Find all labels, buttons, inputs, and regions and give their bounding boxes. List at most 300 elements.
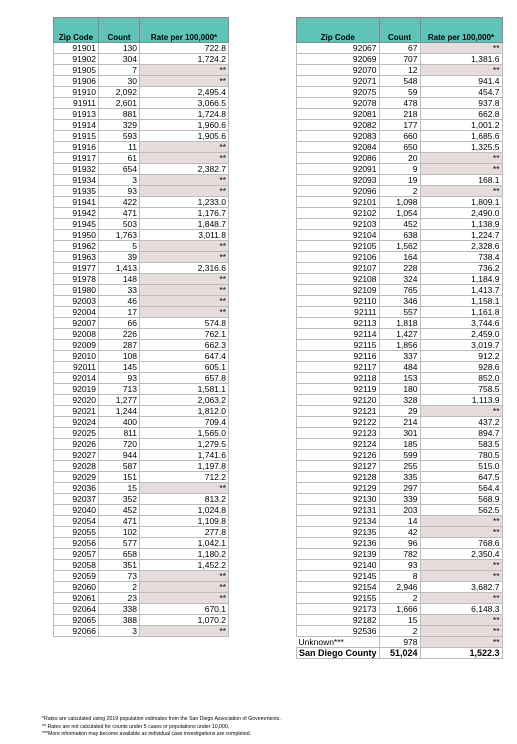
- unknown-label: Unknown***: [297, 637, 380, 648]
- table-row: [297, 593, 503, 604]
- rate-cell: 2,316.6: [140, 263, 229, 274]
- count-cell: 335: [379, 472, 420, 483]
- zip-code-cell: 92011: [54, 362, 99, 373]
- right-zip-table: [296, 17, 503, 659]
- table-row: [54, 406, 229, 417]
- table-row: [297, 175, 503, 186]
- table-row: [54, 494, 229, 505]
- zip-code-cell: 92064: [54, 604, 99, 615]
- rate-cell: 3,744.6: [420, 318, 502, 329]
- count-cell: 351: [99, 560, 140, 571]
- count-cell: 944: [99, 450, 140, 461]
- footnote-rates: *Rates are calculated using 2019 population estimates from the San Diego Association of Governments.: [42, 716, 281, 722]
- rate-cell: 1,724.8: [140, 109, 229, 120]
- table-row: [297, 197, 503, 208]
- count-cell: 59: [379, 87, 420, 98]
- zip-code-cell: 91963: [54, 252, 99, 263]
- zip-code-cell: 92101: [297, 197, 380, 208]
- table-row: [297, 230, 503, 241]
- count-cell: 226: [99, 329, 140, 340]
- count-cell: 324: [379, 274, 420, 285]
- table-row: [54, 549, 229, 560]
- count-cell: 30: [99, 76, 140, 87]
- zip-code-cell: 91980: [54, 285, 99, 296]
- table-row: [54, 395, 229, 406]
- table-row: [297, 406, 503, 417]
- count-cell: 713: [99, 384, 140, 395]
- table-row: [297, 43, 503, 54]
- table-row: [54, 175, 229, 186]
- zip-code-cell: 91977: [54, 263, 99, 274]
- table-row: [54, 285, 229, 296]
- zip-code-cell: 91902: [54, 54, 99, 65]
- table-row: [54, 263, 229, 274]
- count-cell: 484: [379, 362, 420, 373]
- table-row: [54, 439, 229, 450]
- zip-code-cell: 92009: [54, 340, 99, 351]
- table-row: [54, 626, 229, 637]
- zip-code-cell: 91911: [54, 98, 99, 109]
- zip-code-cell: 92093: [297, 175, 380, 186]
- table-row: [297, 505, 503, 516]
- count-cell: 93: [99, 186, 140, 197]
- table-row: [297, 76, 503, 87]
- rate-cell: **: [140, 186, 229, 197]
- table-row: [54, 54, 229, 65]
- rate-cell: **: [140, 285, 229, 296]
- rate-cell: 1,233.0: [140, 197, 229, 208]
- rate-cell: 562.5: [420, 505, 502, 516]
- rate-cell: 1,001.2: [420, 120, 502, 131]
- zip-code-cell: 92020: [54, 395, 99, 406]
- count-cell: 3: [99, 626, 140, 637]
- count-cell: 203: [379, 505, 420, 516]
- count-cell: 33: [99, 285, 140, 296]
- table-row: [54, 98, 229, 109]
- table-row: [297, 274, 503, 285]
- rate-cell: 3,011.8: [140, 230, 229, 241]
- count-cell: 46: [99, 296, 140, 307]
- zip-code-cell: 92536: [297, 626, 380, 637]
- rate-cell: 709.4: [140, 417, 229, 428]
- table-row: [297, 351, 503, 362]
- table-row: [297, 307, 503, 318]
- zip-code-cell: 92082: [297, 120, 380, 131]
- zip-code-cell: 92008: [54, 329, 99, 340]
- count-cell: 452: [379, 219, 420, 230]
- zip-code-cell: 92131: [297, 505, 380, 516]
- table-row: [54, 186, 229, 197]
- rate-cell: **: [140, 252, 229, 263]
- count-cell: 471: [99, 208, 140, 219]
- right-header-row: [297, 18, 503, 43]
- rate-cell: 574.8: [140, 318, 229, 329]
- zip-code-cell: 91905: [54, 65, 99, 76]
- rate-cell: **: [420, 593, 502, 604]
- rate-cell: 568.9: [420, 494, 502, 505]
- table-row: [297, 98, 503, 109]
- count-cell: 304: [99, 54, 140, 65]
- table-row: [297, 164, 503, 175]
- left-table-body: [54, 43, 229, 637]
- rate-cell: 1,325.5: [420, 142, 502, 153]
- left-header-row: [54, 18, 229, 43]
- table-row: [54, 109, 229, 120]
- rate-cell: 1,070.2: [140, 615, 229, 626]
- rate-cell: 662.8: [420, 109, 502, 120]
- rate-cell: **: [140, 175, 229, 186]
- table-row: [297, 538, 503, 549]
- rate-cell: **: [140, 626, 229, 637]
- zip-code-cell: 92028: [54, 461, 99, 472]
- table-row: [297, 483, 503, 494]
- count-cell: 12: [379, 65, 420, 76]
- zip-code-cell: 92155: [297, 593, 380, 604]
- count-cell: 67: [379, 43, 420, 54]
- rate-cell: 2,350.4: [420, 549, 502, 560]
- rate-cell: 2,495.4: [140, 87, 229, 98]
- table-row: [297, 219, 503, 230]
- rate-cell: 1,042.1: [140, 538, 229, 549]
- rate-cell: 1,565.0: [140, 428, 229, 439]
- zip-code-cell: 91915: [54, 131, 99, 142]
- table-row: [54, 461, 229, 472]
- rate-cell: **: [140, 307, 229, 318]
- table-row: [297, 329, 503, 340]
- rate-cell: **: [420, 571, 502, 582]
- zip-code-cell: 92037: [54, 494, 99, 505]
- total-count: 51,024: [379, 648, 420, 659]
- count-cell: 422: [99, 197, 140, 208]
- rate-header: Rate per 100,000*: [420, 18, 502, 43]
- table-row: [297, 571, 503, 582]
- count-cell: 599: [379, 450, 420, 461]
- table-row: [54, 241, 229, 252]
- count-cell: 1,098: [379, 197, 420, 208]
- rate-cell: **: [140, 571, 229, 582]
- rate-cell: 583.5: [420, 439, 502, 450]
- count-cell: 2: [379, 593, 420, 604]
- count-cell: 1,818: [379, 318, 420, 329]
- table-row: [297, 626, 503, 637]
- table-row: [297, 318, 503, 329]
- rate-cell: 1,224.7: [420, 230, 502, 241]
- count-cell: 297: [379, 483, 420, 494]
- footnotes: [42, 716, 281, 739]
- rate-cell: 1,848.7: [140, 219, 229, 230]
- rate-cell: 1,741.6: [140, 450, 229, 461]
- zip-code-cell: 92122: [297, 417, 380, 428]
- zip-code-cell: 92096: [297, 186, 380, 197]
- table-row: [297, 54, 503, 65]
- zip-code-cell: 91913: [54, 109, 99, 120]
- rate-cell: 2,063.2: [140, 395, 229, 406]
- table-row: [297, 472, 503, 483]
- zip-code-cell: 92127: [297, 461, 380, 472]
- count-cell: 1,277: [99, 395, 140, 406]
- rate-cell: 1,685.6: [420, 131, 502, 142]
- rate-cell: 813.2: [140, 494, 229, 505]
- left-zip-table: [53, 17, 229, 637]
- table-row: [297, 417, 503, 428]
- zip-code-cell: 91978: [54, 274, 99, 285]
- zip-code-cell: 92136: [297, 538, 380, 549]
- zip-code-cell: 92081: [297, 109, 380, 120]
- table-row: [54, 87, 229, 98]
- count-cell: 548: [379, 76, 420, 87]
- zip-code-cell: 92059: [54, 571, 99, 582]
- zip-code-cell: 92134: [297, 516, 380, 527]
- zip-code-cell: 92102: [297, 208, 380, 219]
- rate-cell: 1,176.7: [140, 208, 229, 219]
- count-cell: 782: [379, 549, 420, 560]
- count-cell: 1,413: [99, 263, 140, 274]
- zip-code-cell: 91945: [54, 219, 99, 230]
- count-cell: 14: [379, 516, 420, 527]
- table-row: [54, 164, 229, 175]
- footnote-not-calculated: ** Rates are not calculated for counts under 5 cases or populations under 10,000.: [42, 723, 230, 730]
- zip-code-cell: 92115: [297, 340, 380, 351]
- rate-cell: **: [140, 76, 229, 87]
- table-row: [54, 318, 229, 329]
- count-cell: 185: [379, 439, 420, 450]
- table-row: [54, 230, 229, 241]
- rate-cell: 1,113.9: [420, 395, 502, 406]
- rate-cell: 852.0: [420, 373, 502, 384]
- rate-cell: **: [140, 153, 229, 164]
- count-cell: 20: [379, 153, 420, 164]
- count-cell: 8: [379, 571, 420, 582]
- zip-code-cell: 92040: [54, 505, 99, 516]
- table-row: [297, 142, 503, 153]
- table-row: [54, 120, 229, 131]
- count-cell: 881: [99, 109, 140, 120]
- rate-cell: **: [420, 626, 502, 637]
- count-cell: 346: [379, 296, 420, 307]
- table-row: [297, 153, 503, 164]
- count-cell: 93: [99, 373, 140, 384]
- rate-cell: 762.1: [140, 329, 229, 340]
- count-cell: 7: [99, 65, 140, 76]
- count-cell: 61: [99, 153, 140, 164]
- zip-code-cell: 92086: [297, 153, 380, 164]
- rate-cell: 670.1: [140, 604, 229, 615]
- rate-cell: 1,809.1: [420, 197, 502, 208]
- rate-cell: **: [420, 164, 502, 175]
- zip-code-cell: 92129: [297, 483, 380, 494]
- table-row: [54, 593, 229, 604]
- rate-cell: 515.0: [420, 461, 502, 472]
- zip-code-cell: 92060: [54, 582, 99, 593]
- rate-cell: **: [420, 560, 502, 571]
- rate-cell: 736.2: [420, 263, 502, 274]
- count-cell: 1,763: [99, 230, 140, 241]
- count-cell: 96: [379, 538, 420, 549]
- zip-code-cell: 92021: [54, 406, 99, 417]
- table-row: [54, 329, 229, 340]
- rate-cell: **: [140, 65, 229, 76]
- rate-cell: 1,279.5: [140, 439, 229, 450]
- rate-cell: **: [420, 527, 502, 538]
- rate-cell: 780.5: [420, 450, 502, 461]
- rate-cell: 722.8: [140, 43, 229, 54]
- rate-cell: 2,490.0: [420, 208, 502, 219]
- rate-cell: 1,109.8: [140, 516, 229, 527]
- rate-cell: 2,382.7: [140, 164, 229, 175]
- unknown-row: [297, 637, 503, 648]
- count-cell: 19: [379, 175, 420, 186]
- count-cell: 338: [99, 604, 140, 615]
- zip-code-cell: 92056: [54, 538, 99, 549]
- count-cell: 145: [99, 362, 140, 373]
- table-row: [297, 604, 503, 615]
- count-cell: 2,092: [99, 87, 140, 98]
- zip-code-cell: 92182: [297, 615, 380, 626]
- zip-code-cell: 92108: [297, 274, 380, 285]
- rate-cell: 941.4: [420, 76, 502, 87]
- rate-cell: 437.2: [420, 417, 502, 428]
- rate-cell: 6,148.3: [420, 604, 502, 615]
- zip-code-cell: 91934: [54, 175, 99, 186]
- table-row: [297, 241, 503, 252]
- count-cell: 337: [379, 351, 420, 362]
- zip-code-cell: 92124: [297, 439, 380, 450]
- zip-code-cell: 92107: [297, 263, 380, 274]
- count-cell: 73: [99, 571, 140, 582]
- zip-code-cell: 92036: [54, 483, 99, 494]
- table-row: [54, 307, 229, 318]
- zip-code-cell: 92118: [297, 373, 380, 384]
- count-cell: 164: [379, 252, 420, 263]
- zip-code-cell: 92075: [297, 87, 380, 98]
- rate-cell: 3,019.7: [420, 340, 502, 351]
- count-cell: 102: [99, 527, 140, 538]
- zip-code-cell: 92026: [54, 439, 99, 450]
- count-cell: 153: [379, 373, 420, 384]
- table-row: [54, 527, 229, 538]
- count-cell: 218: [379, 109, 420, 120]
- rate-cell: 277.8: [140, 527, 229, 538]
- zip-code-cell: 92114: [297, 329, 380, 340]
- zip-code-cell: 92104: [297, 230, 380, 241]
- count-cell: 301: [379, 428, 420, 439]
- table-row: [297, 527, 503, 538]
- zip-code-cell: 92070: [297, 65, 380, 76]
- rate-cell: **: [420, 65, 502, 76]
- zip-code-header: Zip Code: [54, 18, 99, 43]
- table-row: [297, 461, 503, 472]
- rate-cell: 1,581.1: [140, 384, 229, 395]
- table-row: [297, 252, 503, 263]
- count-cell: 400: [99, 417, 140, 428]
- zip-code-cell: 91914: [54, 120, 99, 131]
- count-cell: 148: [99, 274, 140, 285]
- table-row: [297, 615, 503, 626]
- zip-code-cell: 91935: [54, 186, 99, 197]
- zip-code-cell: 92113: [297, 318, 380, 329]
- rate-cell: 647.4: [140, 351, 229, 362]
- zip-code-cell: 92116: [297, 351, 380, 362]
- table-row: [54, 505, 229, 516]
- rate-cell: 1,724.2: [140, 54, 229, 65]
- table-row: [54, 131, 229, 142]
- rate-cell: 912.2: [420, 351, 502, 362]
- table-row: [54, 351, 229, 362]
- table-row: [297, 450, 503, 461]
- table-row: [54, 65, 229, 76]
- table-row: [54, 417, 229, 428]
- count-cell: 1,427: [379, 329, 420, 340]
- count-cell: 654: [99, 164, 140, 175]
- count-cell: 2: [379, 626, 420, 637]
- table-row: [297, 340, 503, 351]
- count-cell: 660: [379, 131, 420, 142]
- zip-code-cell: 92014: [54, 373, 99, 384]
- zip-code-cell: 92110: [297, 296, 380, 307]
- table-row: [297, 65, 503, 76]
- zip-code-cell: 91917: [54, 153, 99, 164]
- count-cell: 577: [99, 538, 140, 549]
- zip-code-cell: 92140: [297, 560, 380, 571]
- rate-cell: 647.5: [420, 472, 502, 483]
- table-row: [297, 109, 503, 120]
- table-row: [297, 494, 503, 505]
- zip-code-cell: 92027: [54, 450, 99, 461]
- rate-cell: **: [140, 142, 229, 153]
- rate-cell: 758.5: [420, 384, 502, 395]
- count-cell: 2: [379, 186, 420, 197]
- table-row: [297, 131, 503, 142]
- rate-cell: 605.1: [140, 362, 229, 373]
- zip-code-cell: 92154: [297, 582, 380, 593]
- count-header: Count: [379, 18, 420, 43]
- zip-code-cell: 92106: [297, 252, 380, 263]
- table-row: [54, 384, 229, 395]
- total-label: San Diego County: [297, 648, 380, 659]
- zip-code-cell: 91910: [54, 87, 99, 98]
- zip-code-cell: 92069: [297, 54, 380, 65]
- table-row: [297, 560, 503, 571]
- count-cell: 93: [379, 560, 420, 571]
- table-row: [297, 120, 503, 131]
- rate-cell: 738.4: [420, 252, 502, 263]
- table-row: [54, 604, 229, 615]
- rate-cell: **: [420, 186, 502, 197]
- table-row: [297, 395, 503, 406]
- table-row: [54, 428, 229, 439]
- zip-code-cell: 92123: [297, 428, 380, 439]
- summary-rows: [297, 637, 503, 659]
- zip-code-header: Zip Code: [297, 18, 380, 43]
- count-cell: 151: [99, 472, 140, 483]
- zip-code-cell: 92029: [54, 472, 99, 483]
- zip-code-cell: 92126: [297, 450, 380, 461]
- table-row: [297, 373, 503, 384]
- rate-cell: 1,960.6: [140, 120, 229, 131]
- table-row: [297, 263, 503, 274]
- rate-cell: **: [420, 43, 502, 54]
- count-cell: 3: [99, 175, 140, 186]
- table-row: [54, 208, 229, 219]
- rate-cell: 894.7: [420, 428, 502, 439]
- count-cell: 1,856: [379, 340, 420, 351]
- rate-cell: 1,905.6: [140, 131, 229, 142]
- zip-code-cell: 92066: [54, 626, 99, 637]
- zip-code-cell: 92061: [54, 593, 99, 604]
- table-row: [54, 582, 229, 593]
- zip-code-cell: 92119: [297, 384, 380, 395]
- count-cell: 650: [379, 142, 420, 153]
